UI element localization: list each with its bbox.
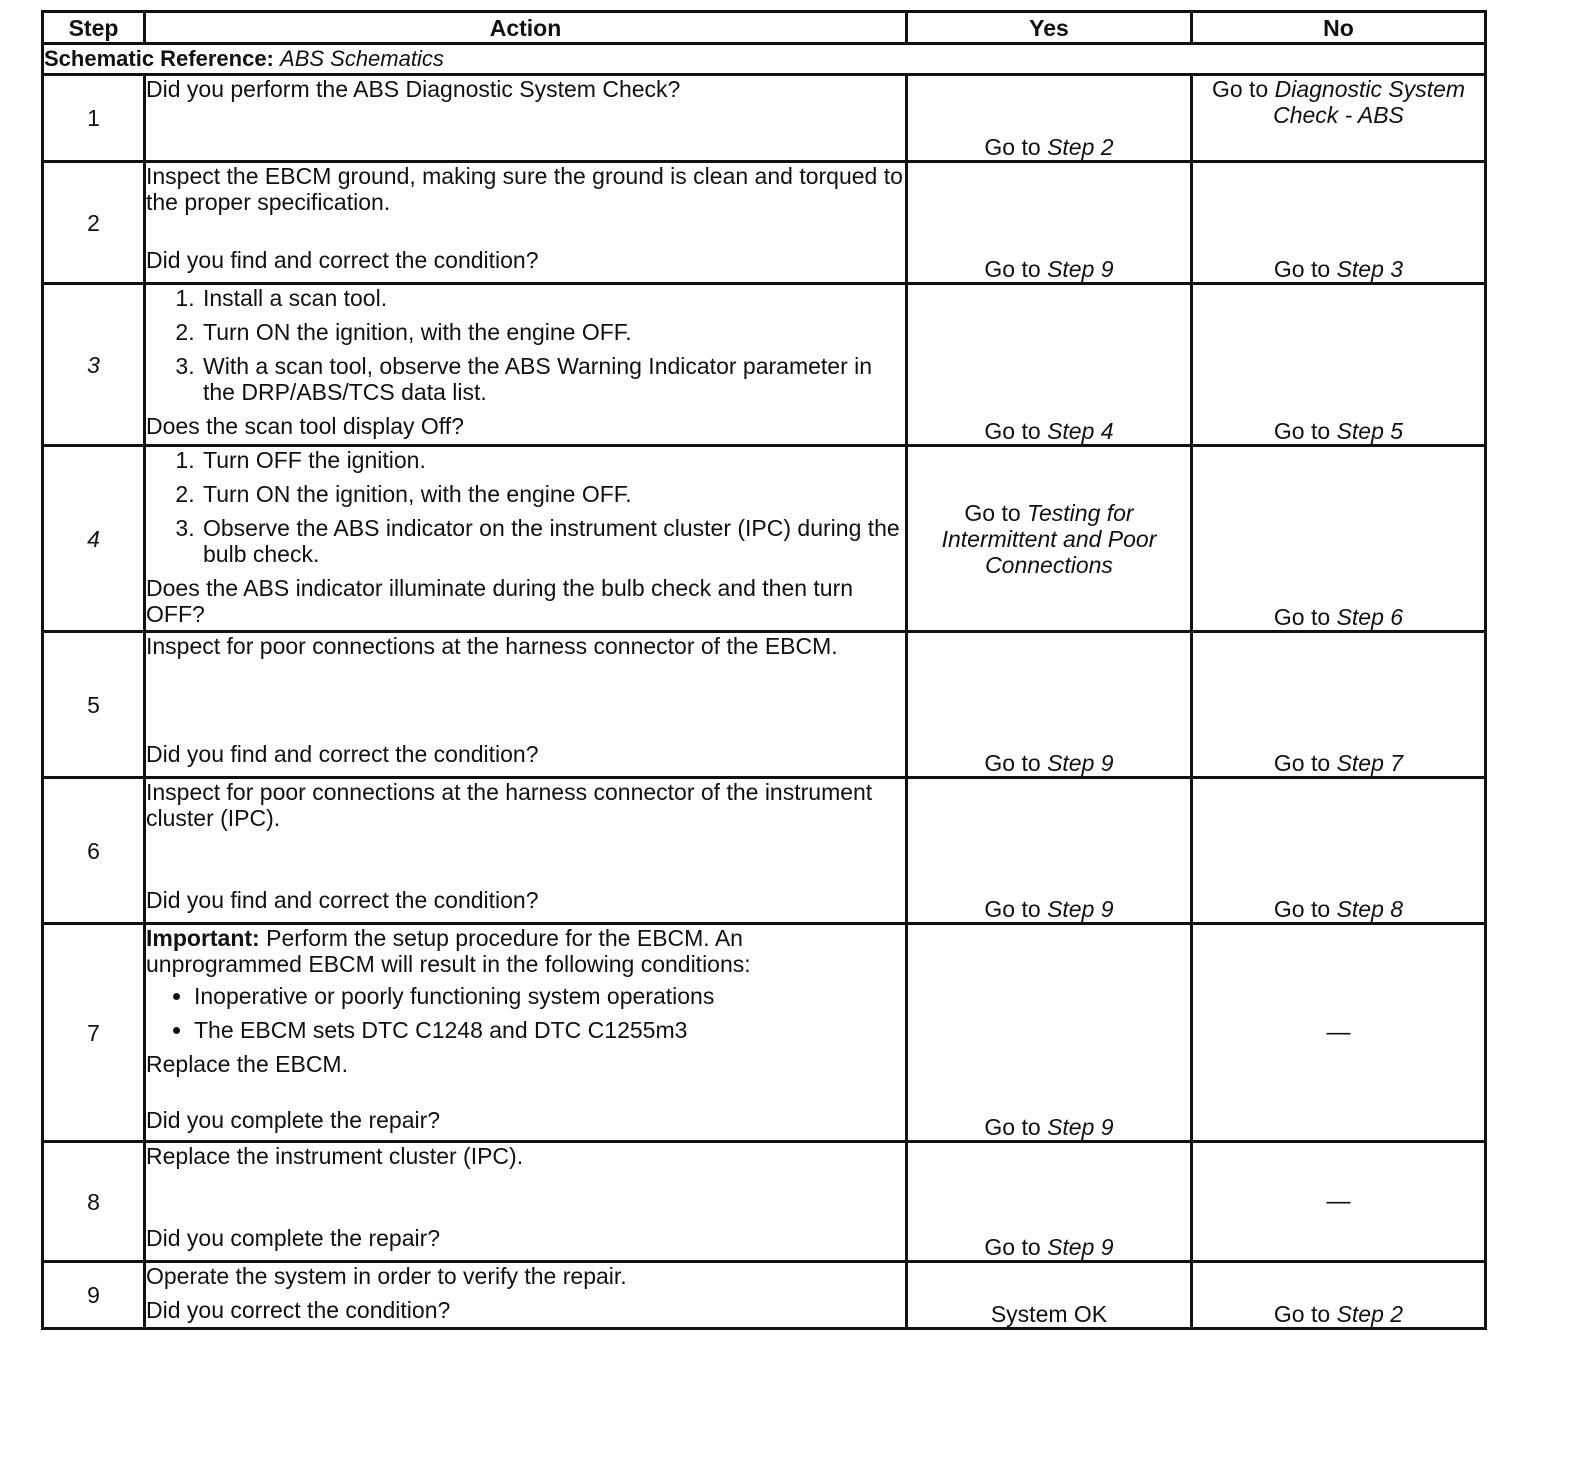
yes-link[interactable]: Step 2 — [1047, 134, 1114, 160]
important-label: Important: — [146, 925, 260, 951]
action-cell — [145, 924, 907, 1142]
important-note — [146, 925, 905, 977]
list-item: 2. Turn ON the ignition, with the engine OFF. — [201, 481, 905, 507]
action-cell — [145, 446, 907, 632]
action-question: Did you complete the repair? — [146, 1107, 441, 1133]
yes-link[interactable]: Testing for Intermittent and Poor Connections — [941, 499, 1157, 578]
action-text: Inspect the EBCM ground, making sure the ground is clean and torqued to the proper specification. — [146, 163, 903, 215]
go-to-label: Go to — [964, 499, 1021, 526]
go-to-label: Go to — [984, 1234, 1041, 1260]
action-text: Replace the instrument cluster (IPC). — [146, 1143, 524, 1169]
header-action: Action — [145, 12, 907, 44]
conditions-list — [146, 983, 905, 1043]
table-row — [43, 778, 1486, 924]
step-number: 9 — [43, 1262, 145, 1329]
action-cell — [145, 75, 907, 162]
step-number: 2 — [43, 162, 145, 284]
step-number: 6 — [43, 778, 145, 924]
list-item: 2. Turn ON the ignition, with the engine OFF. — [201, 319, 905, 345]
action-question: Did you complete the repair? — [146, 1225, 441, 1251]
list-item: • The EBCM sets DTC C1248 and DTC C1255m3 — [194, 1017, 905, 1043]
important-text: Perform the setup procedure for the EBCM. An unprogrammed EBCM will result in the following conditions: — [146, 925, 751, 977]
step-number: 3 — [43, 284, 145, 446]
table-row — [43, 162, 1486, 284]
no-cell — [1192, 1262, 1486, 1329]
yes-link[interactable]: Step 9 — [1047, 896, 1114, 922]
action-instruction: Replace the EBCM. — [146, 1051, 348, 1077]
step-number: 5 — [43, 632, 145, 778]
step-number: 8 — [43, 1142, 145, 1262]
go-to-label: Go to — [1273, 1301, 1331, 1327]
list-item: 3. With a scan tool, observe the ABS Warning Indicator parameter in the DRP/ABS/TCS data list. — [201, 353, 905, 405]
go-to-label: Go to — [1273, 896, 1331, 922]
go-to-label: Go to — [984, 134, 1041, 160]
action-cell — [145, 632, 907, 778]
action-question: Did you find and correct the condition? — [146, 887, 539, 913]
header-no: No — [1192, 12, 1486, 44]
action-question: Did you find and correct the condition? — [146, 741, 539, 767]
action-question: Did you correct the condition? — [146, 1297, 451, 1323]
action-question: Did you find and correct the condition? — [146, 247, 539, 273]
no-cell: — — [1192, 924, 1486, 1142]
yes-cell — [907, 924, 1192, 1142]
list-item: 1. Install a scan tool. — [201, 285, 905, 311]
no-cell — [1192, 162, 1486, 284]
list-item: • Inoperative or poorly functioning system operations — [194, 983, 905, 1009]
list-item: 1. Turn OFF the ignition. — [201, 447, 905, 473]
action-text: Inspect for poor connections at the harness connector of the instrument cluster (IPC). — [146, 779, 873, 831]
schematic-reference-link[interactable]: ABS Schematics — [280, 46, 444, 71]
yes-cell — [907, 162, 1192, 284]
action-text: Operate the system in order to verify the repair. — [146, 1263, 627, 1289]
go-to-label: Go to — [984, 1114, 1041, 1140]
header-yes: Yes — [907, 12, 1192, 44]
table-row — [43, 1142, 1486, 1262]
schematic-reference-row — [43, 44, 1486, 75]
yes-cell — [907, 284, 1192, 446]
no-cell — [1192, 284, 1486, 446]
yes-cell — [907, 75, 1192, 162]
yes-cell — [907, 446, 1192, 632]
no-link[interactable]: Step 5 — [1336, 418, 1404, 444]
go-to-label: Go to — [1273, 256, 1331, 282]
yes-link[interactable]: Step 4 — [1047, 418, 1114, 444]
table-row — [43, 284, 1486, 446]
yes-cell — [907, 632, 1192, 778]
action-cell — [145, 162, 907, 284]
yes-cell: System OK — [907, 1262, 1192, 1329]
no-cell — [1192, 446, 1486, 632]
action-text: Inspect for poor connections at the harness connector of the EBCM. — [146, 633, 838, 659]
go-to-label: Go to — [1211, 76, 1269, 102]
yes-link[interactable]: Step 9 — [1047, 1234, 1114, 1260]
table-row — [43, 1262, 1486, 1329]
action-cell — [145, 284, 907, 446]
no-cell — [1192, 75, 1486, 162]
no-link[interactable]: Diagnostic System Check - ABS — [1273, 76, 1466, 128]
no-link[interactable]: Step 2 — [1336, 1301, 1404, 1327]
header-step: Step — [43, 12, 145, 44]
action-cell — [145, 1142, 907, 1262]
yes-link[interactable]: Step 9 — [1047, 750, 1114, 776]
go-to-label: Go to — [984, 750, 1041, 776]
no-cell: — — [1192, 1142, 1486, 1262]
action-steps-list — [146, 447, 905, 567]
no-link[interactable]: Step 3 — [1336, 256, 1404, 282]
no-link[interactable]: Step 8 — [1336, 896, 1404, 922]
go-to-label: Go to — [1273, 750, 1331, 776]
action-cell — [145, 778, 907, 924]
go-to-label: Go to — [984, 896, 1041, 922]
yes-link[interactable]: Step 9 — [1047, 256, 1114, 282]
step-number: 4 — [43, 446, 145, 632]
go-to-label: Go to — [984, 256, 1041, 282]
no-link[interactable]: Step 7 — [1336, 750, 1404, 776]
schematic-reference-label: Schematic Reference: — [44, 46, 274, 71]
go-to-label: Go to — [984, 418, 1041, 444]
yes-cell — [907, 778, 1192, 924]
action-cell — [145, 1262, 907, 1329]
yes-link[interactable]: Step 9 — [1047, 1114, 1114, 1140]
action-steps-list — [146, 285, 905, 405]
action-question: Does the scan tool display Off? — [146, 413, 464, 439]
go-to-label: Go to — [1273, 418, 1331, 444]
table-row — [43, 924, 1486, 1142]
list-item: 3. Observe the ABS indicator on the instrument cluster (IPC) during the bulb check. — [201, 515, 905, 567]
step-number: 1 — [43, 75, 145, 162]
diagnostic-table — [41, 10, 1487, 1330]
no-link[interactable]: Step 6 — [1336, 604, 1404, 630]
table-row — [43, 632, 1486, 778]
schematic-reference — [43, 44, 1486, 75]
action-question: Did you perform the ABS Diagnostic System Check? — [146, 76, 681, 102]
action-question: Does the ABS indicator illuminate during the bulb check and then turn OFF? — [146, 575, 854, 627]
table-row — [43, 75, 1486, 162]
table-row — [43, 446, 1486, 632]
step-number: 7 — [43, 924, 145, 1142]
table-header-row — [43, 12, 1486, 44]
yes-cell — [907, 1142, 1192, 1262]
no-cell — [1192, 778, 1486, 924]
go-to-label: Go to — [1273, 604, 1331, 630]
no-cell — [1192, 632, 1486, 778]
